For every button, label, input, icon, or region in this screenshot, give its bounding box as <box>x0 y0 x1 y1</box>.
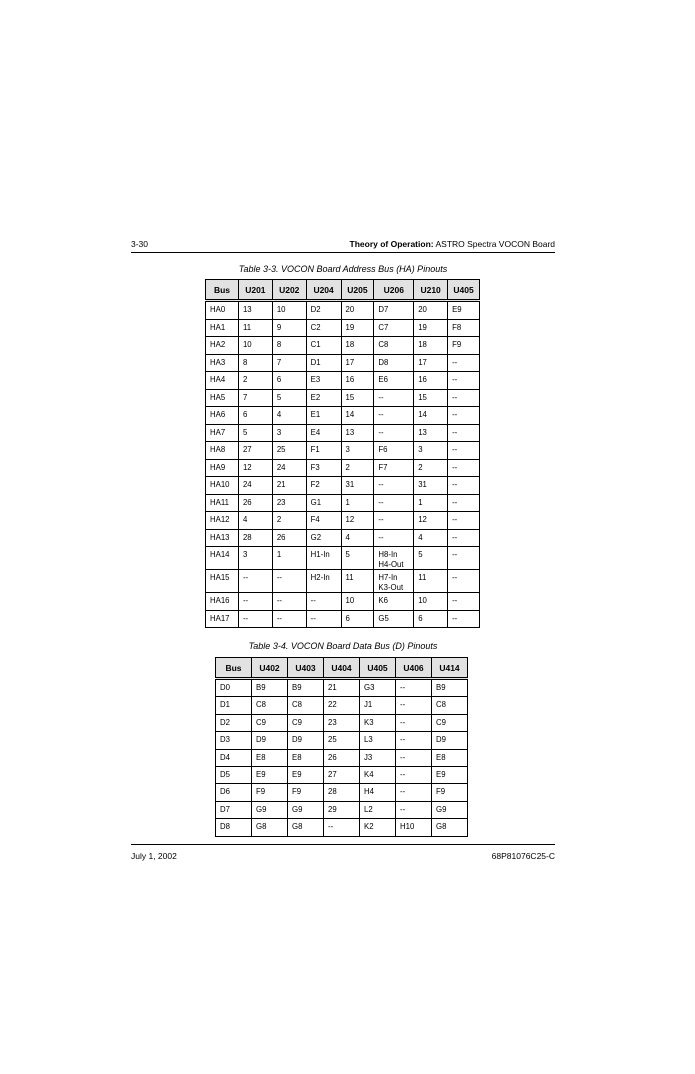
table-row <box>206 389 480 407</box>
table-cell: 2 <box>238 372 272 390</box>
data-bus-table <box>215 657 468 837</box>
table-cell: G8 <box>432 819 468 836</box>
table-cell: 20 <box>414 301 448 320</box>
page-footer <box>131 844 555 861</box>
table-cell: F9 <box>252 784 288 801</box>
table-cell: -- <box>324 819 360 836</box>
table-cell: 31 <box>414 477 448 495</box>
table-cell: G8 <box>252 819 288 836</box>
table-cell: 21 <box>272 477 306 495</box>
table-cell: -- <box>448 459 480 477</box>
table-cell: HA1 <box>206 319 239 337</box>
table-row <box>206 529 480 547</box>
table-cell: HA13 <box>206 529 239 547</box>
table-cell: 26 <box>238 494 272 512</box>
table-cell: D2 <box>306 301 341 320</box>
table-cell: 22 <box>324 697 360 714</box>
column-header: U403 <box>288 658 324 679</box>
table-cell: -- <box>374 494 414 512</box>
table-cell: 5 <box>272 389 306 407</box>
table-cell: HA17 <box>206 610 239 628</box>
table-cell: -- <box>448 529 480 547</box>
footer-date: July 1, 2002 <box>131 851 177 861</box>
table-cell: D7 <box>216 801 252 818</box>
table-cell: 6 <box>341 610 374 628</box>
table-cell: -- <box>448 494 480 512</box>
table-cell: C9 <box>288 714 324 731</box>
table-cell: D1 <box>306 354 341 372</box>
table-cell: 16 <box>414 372 448 390</box>
column-header: U405 <box>360 658 396 679</box>
column-header: Bus <box>216 658 252 679</box>
table-cell: -- <box>396 749 432 766</box>
table-cell: -- <box>448 442 480 460</box>
table-cell: C8 <box>288 697 324 714</box>
table-cell: 10 <box>341 593 374 611</box>
table-cell: 28 <box>238 529 272 547</box>
table2-header-row <box>216 658 468 679</box>
table-cell: 23 <box>324 714 360 731</box>
table-cell: 31 <box>341 477 374 495</box>
column-header: U406 <box>396 658 432 679</box>
column-header: U204 <box>306 280 341 301</box>
table-cell: 24 <box>238 477 272 495</box>
table-cell: C1 <box>306 337 341 355</box>
table-cell: 4 <box>341 529 374 547</box>
table-cell: E9 <box>432 766 468 783</box>
table-cell: 6 <box>238 407 272 425</box>
section-title <box>350 239 555 249</box>
table-cell: C8 <box>432 697 468 714</box>
table-cell: G5 <box>374 610 414 628</box>
table-cell: 14 <box>341 407 374 425</box>
table-cell: 4 <box>238 512 272 530</box>
page-number: 3-30 <box>131 239 149 249</box>
table-cell: F2 <box>306 477 341 495</box>
table-cell: -- <box>448 389 480 407</box>
table2-body <box>216 679 468 837</box>
table-cell: J1 <box>360 697 396 714</box>
table-cell: 13 <box>238 301 272 320</box>
table-row <box>216 714 468 731</box>
table-cell: HA7 <box>206 424 239 442</box>
table-cell: -- <box>396 714 432 731</box>
table-cell: G9 <box>252 801 288 818</box>
table-cell: 19 <box>414 319 448 337</box>
table-cell: G1 <box>306 494 341 512</box>
table-cell: 25 <box>272 442 306 460</box>
table-cell: -- <box>448 424 480 442</box>
table-cell: 17 <box>341 354 374 372</box>
table-cell: -- <box>374 407 414 425</box>
table-cell: -- <box>396 784 432 801</box>
table-cell: J3 <box>360 749 396 766</box>
table-cell: 7 <box>238 389 272 407</box>
table-cell: 9 <box>272 319 306 337</box>
page-header <box>131 239 555 253</box>
table-cell: -- <box>448 593 480 611</box>
table-cell: B9 <box>288 679 324 697</box>
table-cell: 11 <box>414 570 448 593</box>
table-cell: HA5 <box>206 389 239 407</box>
table-cell: 27 <box>238 442 272 460</box>
table-cell: -- <box>374 424 414 442</box>
table-cell: 4 <box>414 529 448 547</box>
table-cell: HA11 <box>206 494 239 512</box>
table-cell: -- <box>306 610 341 628</box>
table-cell: 15 <box>414 389 448 407</box>
table-cell: 29 <box>324 801 360 818</box>
table-cell: 1 <box>272 547 306 570</box>
table-cell: E9 <box>448 301 480 320</box>
table-cell: 5 <box>238 424 272 442</box>
table-cell: H2-In <box>306 570 341 593</box>
table-cell: D2 <box>216 714 252 731</box>
table-cell: HA0 <box>206 301 239 320</box>
table-cell: H7-In K3-Out <box>374 570 414 593</box>
table-cell: 6 <box>414 610 448 628</box>
table-cell: K3 <box>360 714 396 731</box>
column-header: U404 <box>324 658 360 679</box>
table-row <box>206 407 480 425</box>
table-cell: E4 <box>306 424 341 442</box>
table-row <box>216 819 468 836</box>
table-cell: G3 <box>360 679 396 697</box>
table-row <box>206 372 480 390</box>
table-row <box>206 593 480 611</box>
table-cell: 21 <box>324 679 360 697</box>
table-cell: D9 <box>252 732 288 749</box>
table-cell: K2 <box>360 819 396 836</box>
table-cell: D5 <box>216 766 252 783</box>
table-cell: 12 <box>414 512 448 530</box>
table-cell: E1 <box>306 407 341 425</box>
table-row <box>216 801 468 818</box>
table-cell: C8 <box>252 697 288 714</box>
table-row <box>206 477 480 495</box>
table-cell: -- <box>396 679 432 697</box>
table-cell: C9 <box>432 714 468 731</box>
table-cell: C7 <box>374 319 414 337</box>
table-cell: 10 <box>238 337 272 355</box>
table-row <box>206 442 480 460</box>
table-cell: 17 <box>414 354 448 372</box>
table-cell: 15 <box>341 389 374 407</box>
table1-header-row <box>206 280 480 301</box>
table-cell: -- <box>272 570 306 593</box>
table-cell: 1 <box>414 494 448 512</box>
table-cell: 2 <box>414 459 448 477</box>
table-cell: D9 <box>288 732 324 749</box>
table-cell: F8 <box>448 319 480 337</box>
table-row <box>216 766 468 783</box>
table-cell: H10 <box>396 819 432 836</box>
table-cell: HA4 <box>206 372 239 390</box>
table-cell: HA15 <box>206 570 239 593</box>
section-title-bold: Theory of Operation: <box>349 239 434 249</box>
table-cell: 12 <box>238 459 272 477</box>
table-row <box>216 784 468 801</box>
table-row <box>206 459 480 477</box>
table-cell: -- <box>238 610 272 628</box>
table-cell: H4 <box>360 784 396 801</box>
table-row <box>206 319 480 337</box>
table-cell: HA3 <box>206 354 239 372</box>
address-bus-table <box>205 279 480 628</box>
table-row <box>216 697 468 714</box>
table-cell: 14 <box>414 407 448 425</box>
table-cell: F9 <box>288 784 324 801</box>
table-cell: -- <box>396 766 432 783</box>
table-cell: -- <box>448 477 480 495</box>
table-cell: K6 <box>374 593 414 611</box>
table-cell: HA16 <box>206 593 239 611</box>
table-cell: -- <box>396 801 432 818</box>
table-cell: -- <box>448 354 480 372</box>
table-cell: 13 <box>414 424 448 442</box>
table-cell: 20 <box>341 301 374 320</box>
table-row <box>206 610 480 628</box>
table-cell: -- <box>448 610 480 628</box>
table-cell: E8 <box>252 749 288 766</box>
table-cell: 28 <box>324 784 360 801</box>
table-cell: B9 <box>432 679 468 697</box>
table-cell: 8 <box>272 337 306 355</box>
table-cell: 18 <box>414 337 448 355</box>
table-cell: F9 <box>432 784 468 801</box>
table-cell: 11 <box>341 570 374 593</box>
table-row <box>206 424 480 442</box>
table-cell: 2 <box>272 512 306 530</box>
column-header: U206 <box>374 280 414 301</box>
table-cell: 5 <box>341 547 374 570</box>
table-cell: -- <box>396 732 432 749</box>
column-header: U402 <box>252 658 288 679</box>
table-row <box>206 337 480 355</box>
table-cell: HA8 <box>206 442 239 460</box>
table-cell: E8 <box>288 749 324 766</box>
table-cell: 26 <box>272 529 306 547</box>
table-cell: HA10 <box>206 477 239 495</box>
table-row <box>216 679 468 697</box>
table-cell: E6 <box>374 372 414 390</box>
column-header: U405 <box>448 280 480 301</box>
table-cell: H8-In H4-Out <box>374 547 414 570</box>
table-cell: D8 <box>216 819 252 836</box>
table-cell: C9 <box>252 714 288 731</box>
table-cell: -- <box>238 593 272 611</box>
footer-doc-number: 68P81076C25-C <box>491 851 555 861</box>
table-cell: E9 <box>288 766 324 783</box>
table-cell: HA2 <box>206 337 239 355</box>
table-cell: G2 <box>306 529 341 547</box>
table-cell: F7 <box>374 459 414 477</box>
table-row <box>206 301 480 320</box>
table-cell: -- <box>448 407 480 425</box>
table-cell: 5 <box>414 547 448 570</box>
table-cell: 3 <box>272 424 306 442</box>
table-cell: F3 <box>306 459 341 477</box>
table-cell: F6 <box>374 442 414 460</box>
table-cell: -- <box>374 389 414 407</box>
table-cell: 25 <box>324 732 360 749</box>
table-cell: D0 <box>216 679 252 697</box>
table-cell: -- <box>448 512 480 530</box>
table1-caption: Table 3-3. VOCON Board Address Bus (HA) Pinouts <box>238 264 448 274</box>
table-row <box>216 749 468 766</box>
table-cell: 19 <box>341 319 374 337</box>
table-row <box>206 494 480 512</box>
column-header: Bus <box>206 280 239 301</box>
table-row <box>206 354 480 372</box>
table-cell: -- <box>396 697 432 714</box>
table-cell: 27 <box>324 766 360 783</box>
table-cell: 12 <box>341 512 374 530</box>
table-cell: 23 <box>272 494 306 512</box>
table-cell: D9 <box>432 732 468 749</box>
table-cell: F9 <box>448 337 480 355</box>
table-cell: -- <box>306 593 341 611</box>
column-header: U205 <box>341 280 374 301</box>
table-cell: 3 <box>238 547 272 570</box>
column-header: U414 <box>432 658 468 679</box>
table1-body <box>206 301 480 628</box>
table-cell: 7 <box>272 354 306 372</box>
table-cell: 4 <box>272 407 306 425</box>
table-cell: 11 <box>238 319 272 337</box>
table-cell: C2 <box>306 319 341 337</box>
table-cell: F1 <box>306 442 341 460</box>
table-cell: -- <box>272 610 306 628</box>
table-cell: E3 <box>306 372 341 390</box>
table-cell: D6 <box>216 784 252 801</box>
table-cell: 10 <box>414 593 448 611</box>
table-cell: HA9 <box>206 459 239 477</box>
table-cell: L2 <box>360 801 396 818</box>
table-cell: -- <box>374 512 414 530</box>
column-header: U202 <box>272 280 306 301</box>
table-cell: -- <box>272 593 306 611</box>
table-cell: F4 <box>306 512 341 530</box>
table-row <box>206 547 480 570</box>
table-row <box>206 570 480 593</box>
table-cell: 1 <box>341 494 374 512</box>
table2-caption: Table 3-4. VOCON Board Data Bus (D) Pinouts <box>248 641 438 651</box>
table-cell: G9 <box>288 801 324 818</box>
table-cell: E8 <box>432 749 468 766</box>
table-row <box>216 732 468 749</box>
table-cell: 16 <box>341 372 374 390</box>
table-cell: D7 <box>374 301 414 320</box>
table-cell: -- <box>448 570 480 593</box>
table-cell: 10 <box>272 301 306 320</box>
table-row <box>206 512 480 530</box>
table-cell: G8 <box>288 819 324 836</box>
table-cell: 13 <box>341 424 374 442</box>
table-cell: -- <box>448 372 480 390</box>
table-cell: -- <box>374 529 414 547</box>
table-cell: 3 <box>414 442 448 460</box>
table-cell: 3 <box>341 442 374 460</box>
table-cell: H1-In <box>306 547 341 570</box>
table-cell: 24 <box>272 459 306 477</box>
table-cell: HA12 <box>206 512 239 530</box>
table-cell: D4 <box>216 749 252 766</box>
table-cell: 8 <box>238 354 272 372</box>
table-cell: C8 <box>374 337 414 355</box>
section-title-rest: ASTRO Spectra VOCON Board <box>433 239 555 249</box>
table-cell: 2 <box>341 459 374 477</box>
table-cell: L3 <box>360 732 396 749</box>
table-cell: B9 <box>252 679 288 697</box>
column-header: U201 <box>238 280 272 301</box>
table-cell: -- <box>238 570 272 593</box>
table-cell: D3 <box>216 732 252 749</box>
table-cell: E2 <box>306 389 341 407</box>
table-cell: HA6 <box>206 407 239 425</box>
table-cell: D1 <box>216 697 252 714</box>
table-cell: 26 <box>324 749 360 766</box>
table-cell: -- <box>374 477 414 495</box>
table-cell: E9 <box>252 766 288 783</box>
table-cell: K4 <box>360 766 396 783</box>
table-cell: G9 <box>432 801 468 818</box>
table-cell: HA14 <box>206 547 239 570</box>
table-cell: 6 <box>272 372 306 390</box>
table-cell: -- <box>448 547 480 570</box>
table-cell: D8 <box>374 354 414 372</box>
table-cell: 18 <box>341 337 374 355</box>
column-header: U210 <box>414 280 448 301</box>
